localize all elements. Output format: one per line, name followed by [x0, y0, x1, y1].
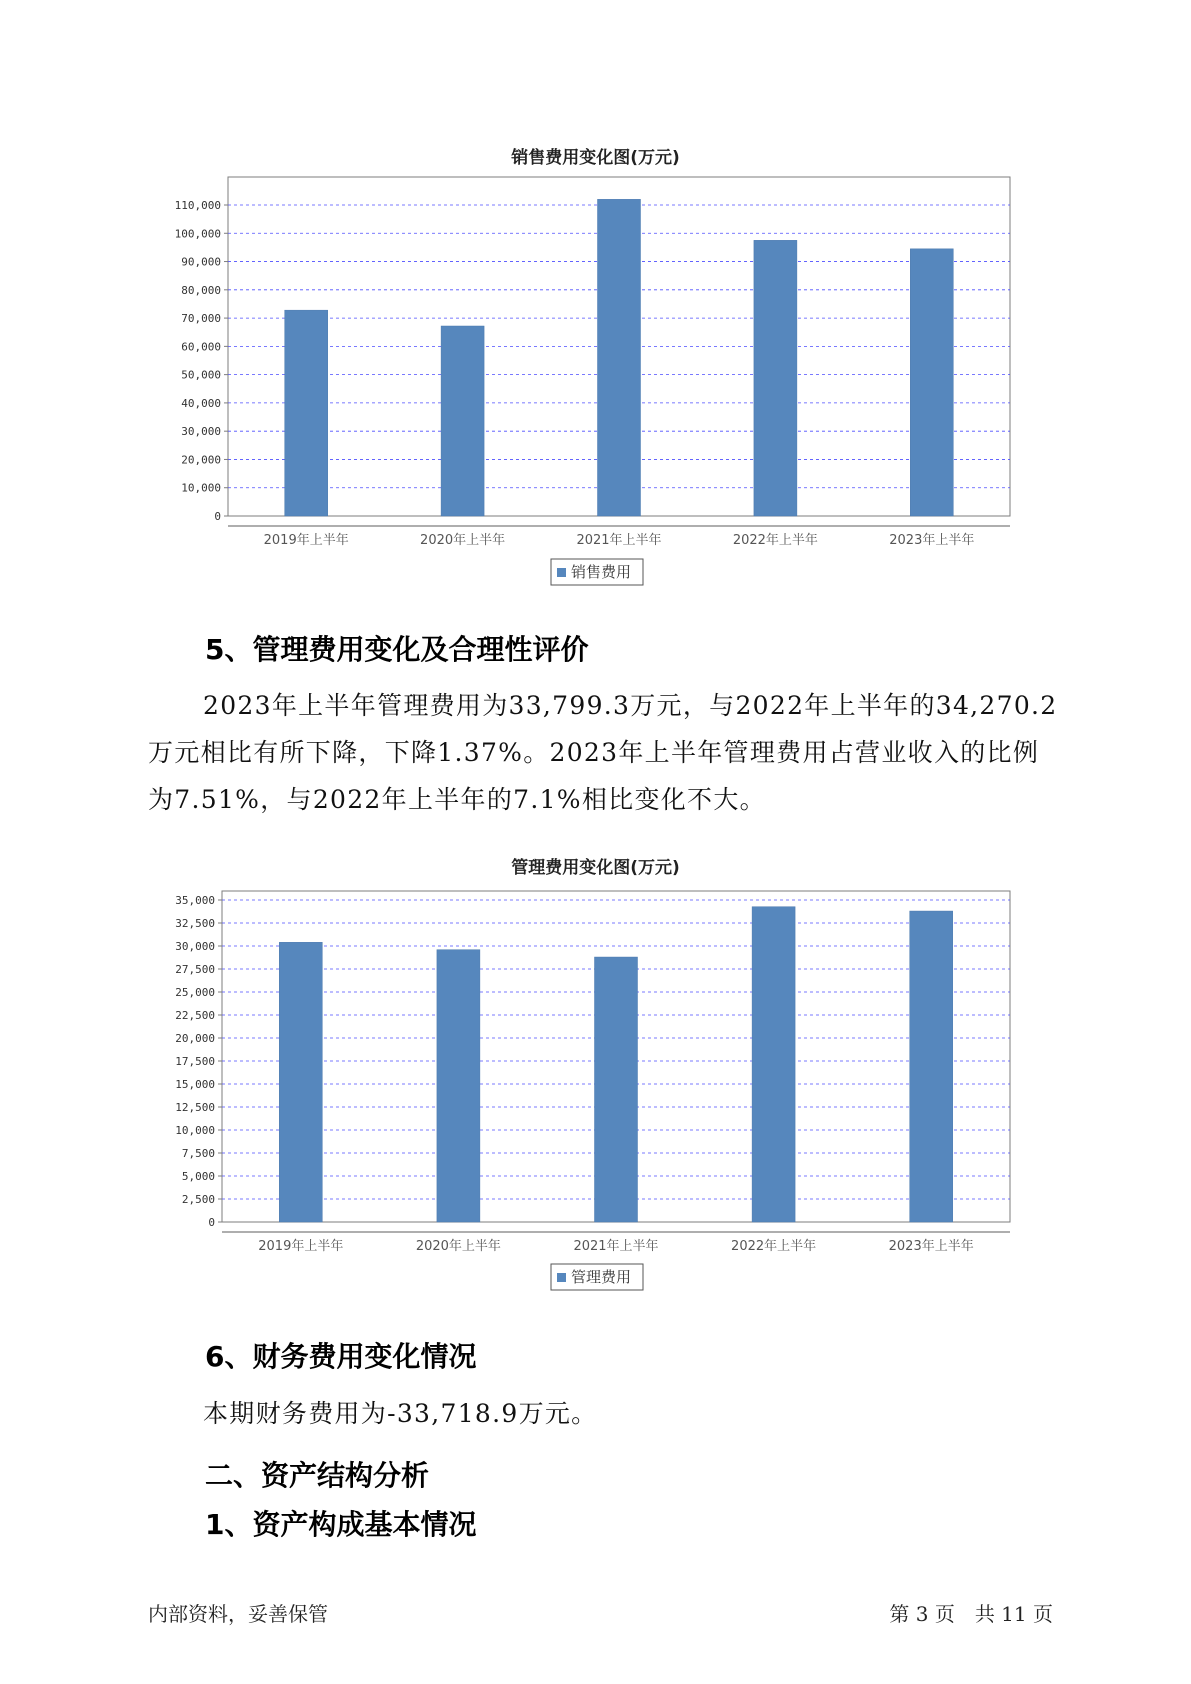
chart-title-sales: 销售费用变化图(万元): [511, 148, 680, 168]
bar: [754, 240, 797, 516]
y-tick-label: 110,000: [174, 199, 221, 212]
bar: [441, 326, 484, 516]
bar: [598, 199, 641, 516]
x-tick-label: 2023年上半年: [888, 1239, 974, 1254]
admin-expense-bar-chart: [0, 880, 1191, 1300]
part2-heading: 二、资产结构分析: [205, 1459, 430, 1492]
y-tick-label: 80,000: [181, 283, 221, 297]
x-tick-label: 2019年上半年: [258, 1239, 344, 1254]
y-tick-label: 12,500: [175, 1101, 215, 1114]
bar: [437, 950, 480, 1222]
y-tick-label: 50,000: [181, 368, 221, 382]
section5-paragraph: [148, 682, 1058, 823]
sales-expense-bar-chart: [0, 170, 1191, 590]
y-tick-label: 35,000: [175, 894, 215, 907]
y-tick-label: 90,000: [181, 255, 221, 269]
y-tick-label: 2,500: [181, 1193, 215, 1206]
y-tick-label: 30,000: [181, 425, 221, 439]
y-tick-label: 60,000: [181, 340, 221, 354]
y-tick-label: 20,000: [175, 1032, 215, 1045]
y-tick-label: 10,000: [181, 481, 221, 495]
x-tick-label: 2021年上半年: [573, 1239, 659, 1254]
legend-swatch: [557, 1273, 566, 1282]
section6-paragraph: [148, 1390, 1048, 1437]
legend: [551, 1264, 643, 1290]
y-tick-label: 22,500: [175, 1009, 215, 1022]
bar: [285, 310, 328, 516]
section-heading-6: 6、财务费用变化情况: [205, 1340, 477, 1373]
y-tick-label: 17,500: [175, 1055, 215, 1068]
bar: [279, 942, 322, 1222]
paragraph-line: 2023年上半年管理费用为33,799.3万元，与2022年上半年的34,270.2: [203, 691, 1058, 720]
paragraph-line: 为7.51%，与2022年上半年的7.1%相比变化不大。: [148, 785, 766, 814]
footer-page-number: 第 3 页 共 11 页: [889, 1602, 1053, 1626]
y-tick-label: 10,000: [175, 1124, 215, 1137]
paragraph-line: 本期财务费用为-33,718.9万元。: [203, 1399, 598, 1428]
x-tick-label: 2019年上半年: [263, 533, 349, 548]
y-tick-label: 40,000: [181, 396, 221, 410]
y-tick-label: 7,500: [181, 1147, 215, 1160]
section-heading-5: 5、管理费用变化及合理性评价: [205, 633, 589, 666]
chart-title-admin: 管理费用变化图(万元): [511, 858, 680, 878]
x-tick-label: 2022年上半年: [732, 533, 818, 548]
y-tick-label: 5,000: [181, 1170, 215, 1183]
bar: [910, 249, 953, 516]
y-tick-label: 0: [208, 1216, 215, 1229]
x-tick-label: 2020年上半年: [415, 1239, 501, 1254]
paragraph-line: 万元相比有所下降，下降1.37%。2023年上半年管理费用占营业收入的比例: [148, 738, 1040, 767]
y-tick-label: 0: [214, 510, 221, 523]
chart-group: [175, 891, 1010, 1290]
chart-group: [175, 177, 1010, 585]
bar: [910, 911, 953, 1222]
x-tick-label: 2023年上半年: [889, 533, 975, 548]
part2-sub-heading: 1、资产构成基本情况: [205, 1508, 477, 1541]
x-tick-label: 2021年上半年: [576, 533, 662, 548]
x-tick-label: 2022年上半年: [731, 1239, 817, 1254]
footer-left: 内部资料，妥善保管: [148, 1602, 328, 1626]
y-tick-label: 20,000: [181, 453, 221, 467]
legend: [551, 559, 643, 585]
y-tick-label: 70,000: [181, 312, 221, 326]
y-tick-label: 15,000: [175, 1078, 215, 1091]
legend-label: 管理费用: [571, 1268, 632, 1286]
x-tick-label: 2020年上半年: [420, 533, 506, 548]
bar: [752, 907, 795, 1222]
y-tick-label: 30,000: [175, 940, 215, 953]
y-tick-label: 100,000: [174, 227, 221, 241]
bar: [595, 957, 638, 1222]
legend-label: 销售费用: [571, 563, 632, 581]
y-tick-label: 25,000: [175, 986, 215, 999]
legend-swatch: [557, 568, 566, 577]
y-tick-label: 27,500: [175, 963, 215, 976]
y-tick-label: 32,500: [175, 917, 215, 930]
